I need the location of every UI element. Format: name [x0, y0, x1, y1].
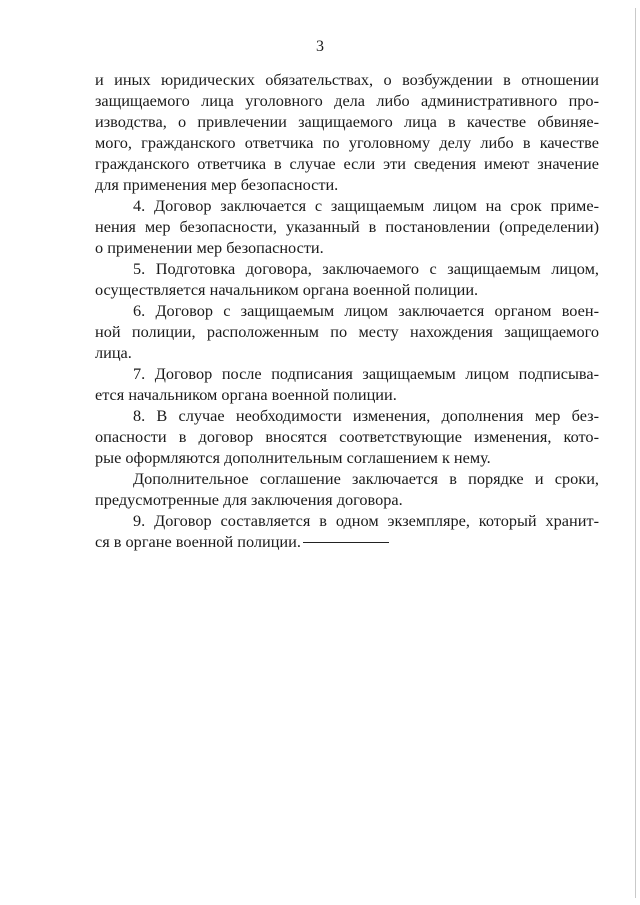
text-line: о применении мер безопасности.: [95, 238, 324, 257]
text-line: нения мер безопасности, указанный в постановлении (определении): [95, 217, 599, 236]
item-7-line: 7. Договор после подписания защищаемым лицом подписыва-: [133, 364, 599, 383]
page-number: 3: [316, 38, 324, 55]
item-4-line: 4. Договор заключается с защищаемым лицом на срок приме-: [133, 196, 599, 215]
text-line: изводства, о привлечении защищаемого лица в качестве обвиняе-: [95, 112, 599, 131]
text-line: гражданского ответчика в случае если эти сведения имеют значение: [95, 154, 599, 173]
page-edge: [635, 8, 636, 898]
item-5-line: 5. Подготовка договора, заключаемого с защищаемым лицом,: [133, 259, 599, 278]
item-8-line: 8. В случае необходимости изменения, дополнения мер без-: [133, 406, 599, 425]
text-line: защищаемого лица уголовного дела либо административного про-: [95, 91, 599, 110]
text-line: опасности в договор вносятся соответствующие изменения, кото-: [95, 427, 599, 446]
item-9-line: 9. Договор составляется в одном экземпляре, который хранит-: [133, 511, 599, 530]
supplement-line: Дополнительное соглашение заключается в порядке и сроки,: [133, 469, 599, 488]
text-line: лица.: [95, 343, 132, 362]
text-line: ся в органе военной полиции.: [95, 532, 301, 551]
text-line: предусмотренные для заключения договора.: [95, 490, 403, 509]
text-line: и иных юридических обязательствах, о возбуждении в отношении: [95, 70, 599, 89]
text-line: для применения мер безопасности.: [95, 175, 339, 194]
text-line: рые оформляются дополнительным соглашением к нему.: [95, 448, 491, 467]
text-line: осуществляется начальником органа военной полиции.: [95, 280, 479, 299]
text-line: мого, гражданского ответчика по уголовному делу либо в качестве: [95, 133, 599, 152]
text-line: ной полиции, расположенным по месту нахождения защищаемого: [95, 322, 599, 341]
item-6-line: 6. Договор с защищаемым лицом заключается органом воен-: [133, 301, 599, 320]
text-line: ется начальником органа военной полиции.: [95, 385, 397, 404]
end-rule: [303, 542, 389, 543]
